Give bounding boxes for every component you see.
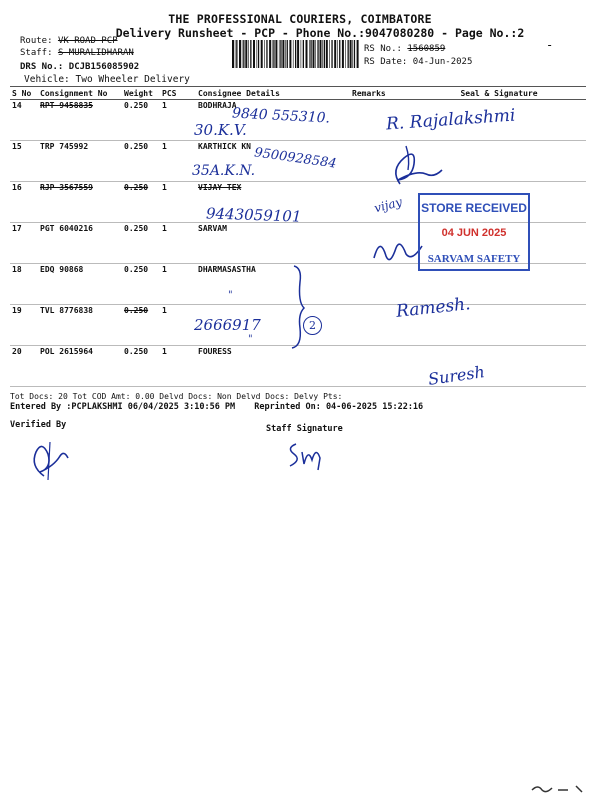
staff-label: Staff: bbox=[20, 48, 53, 58]
signature-row19: Ramesh. bbox=[395, 294, 472, 322]
signature-row14: R. Rajalakshmi bbox=[385, 105, 516, 135]
handwritten-phone: 9840 555310. bbox=[231, 105, 331, 127]
cell-weight: 0.250 bbox=[122, 182, 160, 223]
circled-number: 2 bbox=[303, 316, 322, 335]
cell-pcs: 1 bbox=[160, 182, 196, 223]
cell-pcs: 1 bbox=[160, 100, 196, 141]
col-seal: Seal & Signature bbox=[412, 87, 586, 100]
cell-consignee: KARTHICK KN bbox=[196, 141, 350, 182]
rs-date-value: 04-Jun-2025 bbox=[412, 57, 473, 67]
table-header-row bbox=[10, 87, 586, 100]
stray-mark: - bbox=[546, 38, 554, 52]
cell-sno: 14 bbox=[10, 100, 38, 141]
route-value: VK ROAD PCP bbox=[57, 36, 118, 46]
staff-value: S MURALIDHARAN bbox=[57, 48, 134, 58]
handwritten-phone: 9443059101 bbox=[205, 204, 302, 226]
col-sno: S No bbox=[10, 87, 38, 100]
cell-weight: 0.250 bbox=[122, 264, 160, 305]
curly-brace bbox=[288, 262, 310, 352]
rs-no-label: RS No.: bbox=[364, 44, 402, 54]
cell-sno: 19 bbox=[10, 305, 38, 346]
cell-consignee: SARVAM bbox=[196, 223, 350, 264]
cell-consignment: EDQ 90868 bbox=[38, 264, 122, 305]
col-consignment: Consignment No bbox=[38, 87, 122, 100]
cell-weight: 0.250 bbox=[122, 346, 160, 387]
entered-by-line bbox=[10, 402, 423, 412]
staff-signature-mark bbox=[284, 438, 330, 472]
signature-row16: vijay bbox=[372, 194, 404, 216]
handwritten-address: 35A.K.N. bbox=[192, 163, 256, 179]
handwritten-phone: 9500928584 bbox=[253, 145, 338, 172]
route-line bbox=[20, 36, 118, 46]
cell-weight: 0.250 bbox=[122, 223, 160, 264]
cell-pcs: 1 bbox=[160, 346, 196, 387]
cell-pcs: 1 bbox=[160, 223, 196, 264]
verified-by-label: Verified By bbox=[10, 420, 67, 430]
route-label: Route: bbox=[20, 36, 53, 46]
cell-consignment: TRP 745992 bbox=[38, 141, 122, 182]
col-consignee: Consignee Details bbox=[196, 87, 350, 100]
store-received-stamp bbox=[418, 193, 530, 271]
cell-pcs: 1 bbox=[160, 264, 196, 305]
cell-sno: 15 bbox=[10, 141, 38, 182]
stamp-title: STORE RECEIVED bbox=[421, 201, 527, 215]
cell-consignee: DHARMASASTHA bbox=[196, 264, 350, 305]
signature-row15 bbox=[386, 140, 446, 192]
handwritten-address: 30.K.V. bbox=[194, 121, 247, 139]
cell-weight: 0.250 bbox=[122, 141, 160, 182]
cell-remarks bbox=[350, 346, 412, 387]
stamp-date: 04 JUN 2025 bbox=[441, 227, 507, 239]
col-weight: Weight bbox=[122, 87, 160, 100]
cell-consignee: FOURESS bbox=[196, 346, 350, 387]
stamp-company: SARVAM SAFETY bbox=[427, 253, 521, 265]
staff-line bbox=[20, 48, 134, 58]
cell-consignee: BODHRAJA bbox=[196, 100, 350, 141]
cell-consignment: RJP 3567559 bbox=[38, 182, 122, 223]
rs-no-line bbox=[364, 44, 445, 54]
entered-by: Entered By :PCPLAKSHMI 06/04/2025 3:10:56 PM bbox=[10, 402, 236, 412]
cell-pcs: 1 bbox=[160, 141, 196, 182]
cell-pcs: 1 bbox=[160, 305, 196, 346]
cell-consignment: RPT 9458835 bbox=[38, 100, 122, 141]
drs-label: DRS No.: bbox=[20, 62, 64, 72]
staff-signature-label: Staff Signature bbox=[266, 424, 343, 434]
company-name: THE PROFESSIONAL COURIERS, COIMBATORE bbox=[168, 12, 432, 26]
cell-sno: 17 bbox=[10, 223, 38, 264]
col-pcs: PCS bbox=[160, 87, 196, 100]
rs-date-line bbox=[364, 57, 472, 67]
cell-consignment: TVL 8776838 bbox=[38, 305, 122, 346]
vehicle-value: Two Wheeler Delivery bbox=[75, 74, 190, 85]
drs-value: DCJB156085902 bbox=[68, 62, 140, 72]
runsheet-title: Delivery Runsheet - PCP - Phone No.:9047080280 - Page No.:2 bbox=[115, 26, 525, 40]
rs-date-label: RS Date: bbox=[364, 57, 408, 67]
cell-sno: 16 bbox=[10, 182, 38, 223]
verifier-signature bbox=[24, 436, 74, 482]
col-remarks: Remarks bbox=[350, 87, 412, 100]
cell-weight: 0.250 bbox=[122, 305, 160, 346]
cell-weight: 0.250 bbox=[122, 100, 160, 141]
rs-no-value: 1560859 bbox=[407, 44, 446, 54]
reprinted-on: Reprinted On: 04-06-2025 15:22:16 bbox=[254, 402, 424, 412]
handwritten-phone: 2666917 bbox=[194, 316, 261, 334]
vehicle-line bbox=[24, 74, 190, 85]
signature-row20: Suresh bbox=[426, 362, 486, 389]
cell-remarks bbox=[350, 264, 412, 305]
totals-line: Tot Docs: 20 Tot COD Amt: 0.00 Delvd Docs: Non Delvd Docs: Delvy Pts: bbox=[10, 392, 343, 401]
cell-sno: 18 bbox=[10, 264, 38, 305]
drs-line bbox=[20, 62, 139, 72]
cell-consignment: POL 2615964 bbox=[38, 346, 122, 387]
ditto-mark: " bbox=[248, 334, 253, 345]
barcode-image bbox=[232, 40, 360, 68]
cell-sno: 20 bbox=[10, 346, 38, 387]
corner-scribble bbox=[528, 780, 588, 796]
cell-consignee: VIJAY TEX bbox=[196, 182, 350, 223]
cell-consignment: PGT 6040216 bbox=[38, 223, 122, 264]
vehicle-label: Vehicle: bbox=[24, 74, 70, 85]
ditto-mark: " bbox=[228, 290, 233, 301]
